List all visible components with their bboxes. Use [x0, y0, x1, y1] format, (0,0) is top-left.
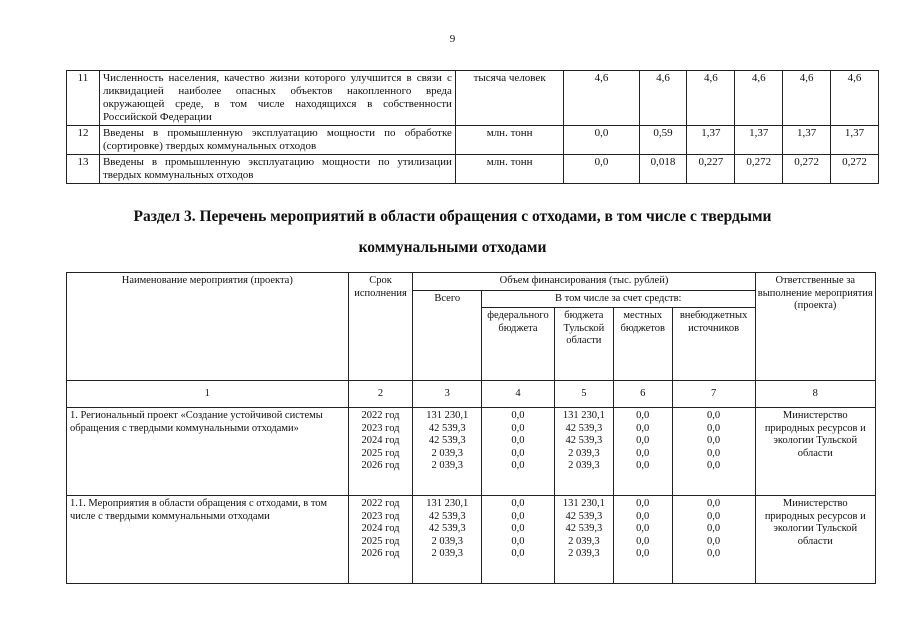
- table-row: [67, 496, 876, 584]
- header-extra: внебюджетных источников: [672, 308, 755, 381]
- measure-federal: 0,0 0,0 0,0 0,0 0,0: [482, 408, 555, 496]
- indicator-number: 13: [67, 155, 100, 184]
- indicator-value: 0,272: [783, 155, 831, 184]
- indicator-value: 1,37: [735, 126, 783, 155]
- header-regional: бюджета Тульской области: [554, 308, 613, 381]
- page-number: 9: [449, 33, 456, 45]
- indicator-unit: млн. тонн: [455, 155, 563, 184]
- indicator-value: 4,6: [687, 71, 735, 126]
- column-number: 8: [755, 381, 875, 408]
- indicator-value: 0,272: [831, 155, 879, 184]
- indicator-name: Введены в промышленную эксплуатацию мощности по утилизации твердых коммунальных отходов: [99, 155, 455, 184]
- indicator-value: 0,0: [564, 126, 639, 155]
- measure-responsible: Министерство природных ресурсов и экологии Тульской области: [755, 496, 875, 584]
- indicator-unit: млн. тонн: [455, 126, 563, 155]
- measure-local: 0,0 0,0 0,0 0,0 0,0: [613, 408, 672, 496]
- column-number: 2: [348, 381, 413, 408]
- indicator-value: 1,37: [831, 126, 879, 155]
- header-including: В том числе за счет средств:: [482, 290, 756, 308]
- measures-table: [66, 272, 876, 584]
- indicator-number: 12: [67, 126, 100, 155]
- indicator-unit: тысяча человек: [455, 71, 563, 126]
- header-funding: Объем финансирования (тыс. рублей): [413, 273, 755, 291]
- measure-regional: 131 230,1 42 539,3 42 539,3 2 039,3 2 039,3: [554, 408, 613, 496]
- measure-regional: 131 230,1 42 539,3 42 539,3 2 039,3 2 039,3: [554, 496, 613, 584]
- table-row: [67, 71, 879, 126]
- measure-local: 0,0 0,0 0,0 0,0 0,0: [613, 496, 672, 584]
- header-name: Наименование мероприятия (проекта): [67, 273, 349, 381]
- indicator-value: 1,37: [687, 126, 735, 155]
- column-number: 7: [672, 381, 755, 408]
- indicator-value: 4,6: [564, 71, 639, 126]
- indicator-name: Введены в промышленную эксплуатацию мощности по обработке (сортировке) твердых коммунальных отходов: [99, 126, 455, 155]
- measure-responsible: Министерство природных ресурсов и экологии Тульской области: [755, 408, 875, 496]
- measure-federal: 0,0 0,0 0,0 0,0 0,0: [482, 496, 555, 584]
- indicator-value: 4,6: [831, 71, 879, 126]
- indicator-value: 4,6: [783, 71, 831, 126]
- header-responsible: Ответственные за выполнение мероприятия (проекта): [755, 273, 875, 381]
- indicator-value: 4,6: [735, 71, 783, 126]
- column-number: 5: [554, 381, 613, 408]
- indicator-value: 0,018: [639, 155, 687, 184]
- measure-extra: 0,0 0,0 0,0 0,0 0,0: [672, 496, 755, 584]
- indicator-value: 0,0: [564, 155, 639, 184]
- section-title: Раздел 3. Перечень мероприятий в области обращения с отходами, в том числе с твердыми: [133, 208, 772, 225]
- table-row: [67, 408, 876, 496]
- table-row: [67, 126, 879, 155]
- header-term: Срок исполнения: [348, 273, 413, 381]
- column-number: 4: [482, 381, 555, 408]
- measure-years: 2022 год 2023 год 2024 год 2025 год 2026 год: [348, 496, 413, 584]
- measure-years: 2022 год 2023 год 2024 год 2025 год 2026 год: [348, 408, 413, 496]
- indicator-name: Численность населения, качество жизни которого улучшится в связи с ликвидацией наиболее опасных объектов накопленного вреда окружающей среде, в том числе находящихся в собственности Российской Федерации: [99, 71, 455, 126]
- measure-name: 1. Региональный проект «Создание устойчивой системы обращения с твердыми коммунальными отходами»: [67, 408, 349, 496]
- measure-total: 131 230,1 42 539,3 42 539,3 2 039,3 2 039,3: [413, 496, 482, 584]
- indicator-value: 4,6: [639, 71, 687, 126]
- header-total: Всего: [413, 290, 482, 381]
- indicators-table: [66, 70, 879, 184]
- indicator-value: 1,37: [783, 126, 831, 155]
- header-federal: федерального бюджета: [482, 308, 555, 381]
- indicator-value: 0,227: [687, 155, 735, 184]
- section-title-continuation: коммунальными отходами: [358, 239, 547, 256]
- column-number: 1: [67, 381, 349, 408]
- column-number-row: [67, 381, 876, 408]
- table-row: [67, 155, 879, 184]
- indicator-value: 0,59: [639, 126, 687, 155]
- column-number: 6: [613, 381, 672, 408]
- column-number: 3: [413, 381, 482, 408]
- measure-extra: 0,0 0,0 0,0 0,0 0,0: [672, 408, 755, 496]
- measure-total: 131 230,1 42 539,3 42 539,3 2 039,3 2 039,3: [413, 408, 482, 496]
- header-local: местных бюджетов: [613, 308, 672, 381]
- indicator-number: 11: [67, 71, 100, 126]
- measure-name: 1.1. Мероприятия в области обращения с отходами, в том числе с твердыми коммунальными отходами: [67, 496, 349, 584]
- indicator-value: 0,272: [735, 155, 783, 184]
